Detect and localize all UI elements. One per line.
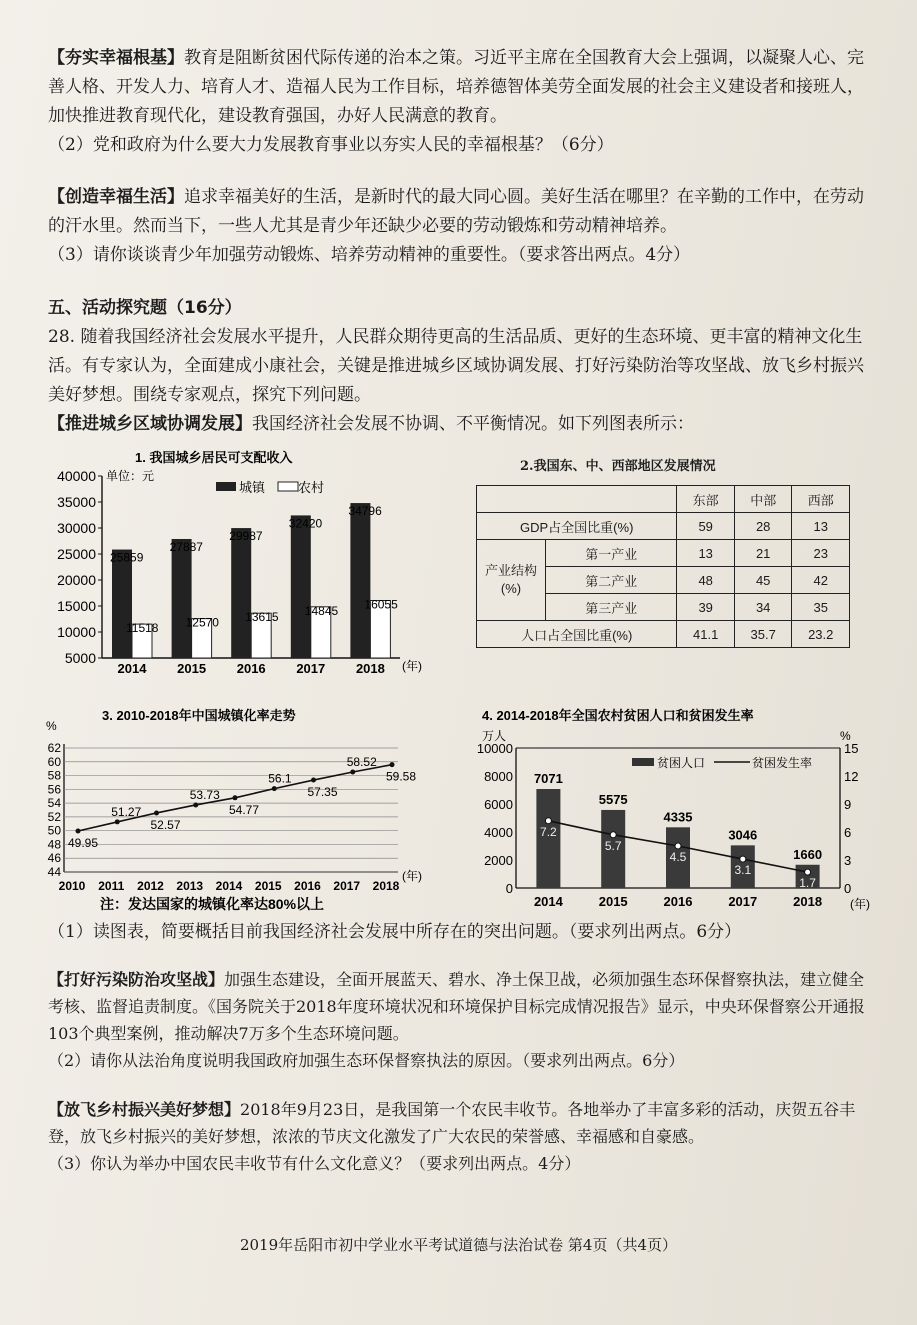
x-tick-label: 2014 [117, 661, 147, 676]
cell: 28 [734, 513, 792, 540]
y-tick-label: 25000 [57, 546, 96, 562]
question-3b: （3）你认为举办中国农民丰收节有什么文化意义？（要求列出两点。4分） [48, 1154, 581, 1173]
sub-body: 我国经济社会发展不协调、不平衡情况。如下列图表所示： [252, 414, 694, 434]
x-tick-label: 2014 [215, 879, 243, 893]
data-label: 52.57 [150, 817, 181, 832]
x-tick-label: 2017 [296, 661, 326, 676]
y-tick-label: 62 [47, 741, 61, 755]
region-table [476, 485, 850, 648]
y-tick-label-right: 15 [844, 741, 859, 756]
cell: 41.1 [677, 621, 735, 648]
x-tick-label: 2016 [236, 661, 266, 676]
x-tick-label: 2017 [333, 879, 361, 893]
section-xiangcun [48, 1096, 868, 1177]
cell: 42 [792, 567, 850, 594]
col-header: 东部 [677, 486, 735, 513]
x-suffix: (年) [402, 869, 422, 883]
x-tick-label: 2018 [372, 879, 400, 893]
data-label-rural: 11518 [126, 621, 159, 636]
y-unit-left: 万人 [482, 729, 507, 743]
y-unit-right: % [840, 729, 851, 743]
cell: 48 [677, 567, 735, 594]
y-tick-label: 10000 [57, 624, 96, 640]
section-body: 追求幸福美好的生活，是新时代的最大同心圆。美好生活在哪里？在辛勤的工作中，在劳动的汗水里。然而当下，一些人尤其是青少年还缺少必要的劳动锻炼和劳动精神培养。 [48, 187, 864, 236]
data-point [154, 810, 159, 815]
x-tick-label: 2018 [793, 894, 823, 909]
data-label-rate: 1.7 [799, 876, 816, 891]
y-unit: % [46, 719, 57, 733]
row-label: 第一产业 [546, 540, 677, 567]
y-tick-label: 58 [47, 768, 61, 783]
legend-label: 贫困发生率 [752, 756, 813, 770]
cell: 23 [792, 540, 850, 567]
cell: 35.7 [734, 621, 792, 648]
y-tick-label: 50 [47, 823, 61, 838]
section-heading: 【放飞乡村振兴美好梦想】 [48, 1100, 241, 1119]
chart-regions [470, 455, 860, 670]
data-label-rural: 16055 [364, 597, 398, 612]
table-row [477, 513, 850, 540]
y-tick-label-left: 6000 [484, 797, 513, 812]
y-tick-label: 48 [47, 837, 61, 852]
row-label: 人口占全国比重(%) [477, 621, 677, 648]
legend-label: 城镇 [239, 480, 266, 495]
data-label-urban: 29987 [229, 529, 263, 544]
cell: 45 [734, 567, 792, 594]
y-tick-label-right: 0 [844, 881, 852, 896]
x-tick-label: 2015 [254, 879, 282, 893]
group-label-line: (%) [500, 581, 522, 596]
y-tick-label-right: 9 [844, 797, 852, 812]
y-tick-label-left: 0 [505, 881, 513, 896]
data-label-urban: 27887 [169, 539, 203, 554]
row-label: 第二产业 [546, 567, 677, 594]
x-tick-label: 2011 [98, 879, 125, 893]
data-label: 49.95 [68, 836, 99, 851]
chart-unit: 单位：元 [106, 469, 155, 483]
legend-swatch-urban [216, 482, 236, 491]
data-label: 53.73 [189, 787, 220, 802]
question-1-text: （1）读图表，简要概括目前我国经济社会发展中所存在的突出问题。（要求列出两点。6分） [48, 922, 742, 942]
y-tick-label-left: 8000 [484, 769, 513, 784]
x-suffix: (年) [402, 659, 422, 673]
section-body: 加强生态建设，全面开展蓝天、碧水、净土保卫战，必须加强生态环保督察执法，建立健全考核、监督追责制度。《国务院关于2018年度环境状况和环境保护目标完成情况报告》显示，中央环保督察公开通报103个典型案例，推动解决7万多个生态环境问题。 [48, 970, 865, 1043]
row-label: GDP占全国比重(%) [477, 513, 677, 540]
bar-urban [231, 528, 251, 658]
chart-poverty [460, 704, 880, 914]
legend-label: 农村 [298, 480, 325, 495]
y-tick-label: 60 [47, 754, 61, 769]
y-tick-label: 40000 [57, 468, 96, 484]
x-suffix: (年) [850, 897, 870, 911]
data-label-bar: 4335 [663, 809, 693, 825]
y-tick-label-right: 6 [844, 825, 852, 840]
data-label-rural: 14845 [304, 603, 339, 618]
data-point [76, 829, 81, 834]
data-label-urban: 25859 [110, 550, 144, 565]
bar-urban [172, 539, 192, 658]
data-point [115, 819, 120, 824]
part-title: 五、活动探究题（16分） [48, 298, 242, 318]
question-2a: （2）党和政府为什么要大力发展教育事业以夯实人民的幸福根基？（6分） [48, 135, 614, 155]
data-label-bar: 7071 [533, 771, 563, 787]
row-label: 第三产业 [546, 594, 677, 621]
y-tick-label-left: 10000 [476, 741, 513, 756]
question-3a: （3）请你谈谈青少年加强劳动锻炼、培养劳动精神的重要性。（要求答出两点。4分） [48, 245, 691, 265]
cell: 13 [792, 513, 850, 540]
question-1 [48, 918, 868, 947]
cell: 59 [677, 513, 735, 540]
data-point [311, 778, 316, 783]
section-heading: 【夯实幸福根基】 [48, 48, 184, 68]
section-heading: 【创造幸福生活】 [48, 187, 184, 207]
data-label: 51.27 [111, 804, 142, 819]
legend-swatch-bar [632, 758, 654, 766]
y-tick-label-right: 12 [844, 769, 859, 784]
data-point [350, 769, 355, 774]
bar-urban [350, 503, 370, 658]
rate-point [805, 869, 811, 875]
chart-title: 4. 2014-2018年全国农村贫困人口和贫困发生率 [482, 708, 754, 723]
question-2b: （2）请你从法治角度说明我国政府加强生态环保督察执法的原因。（要求列出两点。6分） [48, 1051, 685, 1070]
chart-note: 注：发达国家的城镇化率达80%以上 [100, 896, 325, 912]
x-tick-label: 2017 [728, 894, 758, 909]
question-28: 28. 随着我国经济社会发展水平提升，人民群众期待更高的生活品质、更好的生态环境、更丰富的精神文化生活。有专家认为，全面建成小康社会，关键是推进城乡区域协调发展、打好污染防治等攻坚战、放飞乡村振兴美好梦想。围绕专家观点，探究下列问题。 [48, 327, 864, 405]
x-tick-label: 2012 [137, 879, 164, 893]
bar-urban [291, 515, 311, 658]
chart-urbanization [40, 704, 440, 924]
cell: 34 [734, 594, 792, 621]
data-label-rate: 3.1 [734, 863, 752, 878]
data-label-bar: 5575 [598, 791, 628, 807]
y-tick-label: 56 [47, 782, 61, 797]
data-point [390, 762, 395, 767]
page-footer: 2019年岳阳市初中学业水平考试道德与法治试卷 第4页（共4页） [239, 1236, 678, 1254]
data-label-rural: 12570 [185, 615, 219, 630]
rate-point [740, 856, 746, 862]
col-header: 中部 [734, 486, 792, 513]
y-tick-label: 46 [47, 851, 61, 866]
data-label-bar: 1660 [793, 846, 823, 862]
y-tick-label: 54 [47, 796, 61, 811]
table-header-row [477, 486, 850, 513]
rate-point [675, 843, 681, 849]
rate-point [610, 832, 616, 838]
urbanization-line-chart [40, 704, 440, 924]
part-five [48, 294, 868, 439]
y-tick-label: 15000 [57, 598, 96, 614]
section-chuangzao [48, 183, 868, 270]
y-tick-label: 35000 [57, 494, 96, 510]
cell: 35 [792, 594, 850, 621]
data-label: 54.77 [229, 802, 260, 817]
section-wuran [48, 966, 868, 1074]
x-tick-label: 2016 [294, 879, 321, 893]
y-tick-label: 44 [47, 865, 61, 879]
data-point [233, 795, 238, 800]
data-label-rate: 7.2 [540, 824, 557, 839]
x-tick-label: 2016 [663, 894, 693, 909]
y-tick-label-left: 4000 [484, 825, 513, 840]
poverty-combo-chart [460, 704, 880, 914]
data-point [272, 786, 277, 791]
x-tick-label: 2010 [58, 879, 86, 893]
chart-title: 3. 2010-2018年中国城镇化率走势 [102, 708, 296, 723]
cell: 13 [677, 540, 735, 567]
data-label-urban: 32420 [288, 516, 323, 531]
table-title: 2.我国东、中、西部地区发展情况 [520, 459, 716, 474]
section-body: 2018年9月23日，是我国第一个农民丰收节。各地举办了丰富多彩的活动，庆贺五谷丰登，放飞乡村振兴的美好梦想，浓浓的节庆文化激发了广大农民的荣誉感、幸福感和自豪感。 [48, 1100, 856, 1146]
x-tick-label: 2015 [177, 661, 207, 676]
data-label: 56.1 [268, 771, 292, 786]
rate-point [545, 818, 551, 824]
table-row [477, 621, 850, 648]
y-tick-label: 20000 [57, 572, 96, 588]
data-label: 58.52 [346, 754, 377, 769]
bar-urban [112, 550, 132, 658]
section-heading: 【打好污染防治攻坚战】 [48, 970, 225, 989]
data-label: 59.58 [386, 769, 417, 784]
section-fuwu [48, 44, 868, 160]
sub-heading: 【推进城乡区域协调发展】 [48, 414, 252, 434]
cell: 21 [734, 540, 792, 567]
x-tick-label: 2014 [533, 894, 563, 909]
chart-title: 1. 我国城乡居民可支配收入 [135, 450, 293, 465]
x-tick-label: 2015 [598, 894, 628, 909]
group-label-line: 产业结构 [484, 563, 537, 578]
data-label-rate: 5.7 [604, 838, 622, 853]
data-label-urban: 34796 [348, 504, 382, 519]
y-tick-label: 52 [47, 809, 61, 824]
data-label-rate: 4.5 [669, 850, 687, 864]
data-point [193, 802, 198, 807]
legend-swatch-rural [278, 482, 298, 491]
table-row [477, 540, 850, 567]
table-corner [477, 486, 677, 513]
x-tick-label: 2018 [355, 661, 385, 676]
x-tick-label: 2013 [176, 879, 204, 893]
group-label [477, 540, 546, 621]
cell: 23.2 [792, 621, 850, 648]
y-tick-label-left: 2000 [484, 853, 513, 868]
data-label-rural: 13615 [245, 610, 279, 625]
data-label-bar: 3046 [728, 827, 758, 843]
cell: 39 [677, 594, 735, 621]
col-header: 西部 [792, 486, 850, 513]
y-tick-label: 30000 [57, 520, 96, 536]
legend-label: 贫困人口 [657, 756, 706, 770]
section-body: 教育是阻断贫困代际传递的治本之策。习近平主席在全国教育大会上强调，以凝聚人心、完善人格、开发人力、培育人才、造福人民为工作目标，培养德智体美劳全面发展的社会主义建设者和接班人，加快推进教育现代化，建设教育强国，办好人民满意的教育。 [48, 48, 864, 126]
data-label: 57.35 [307, 785, 338, 800]
y-tick-label: 5000 [64, 650, 96, 666]
chart-income [40, 448, 440, 688]
income-bar-chart [40, 448, 440, 688]
y-tick-label-right: 3 [844, 853, 852, 868]
